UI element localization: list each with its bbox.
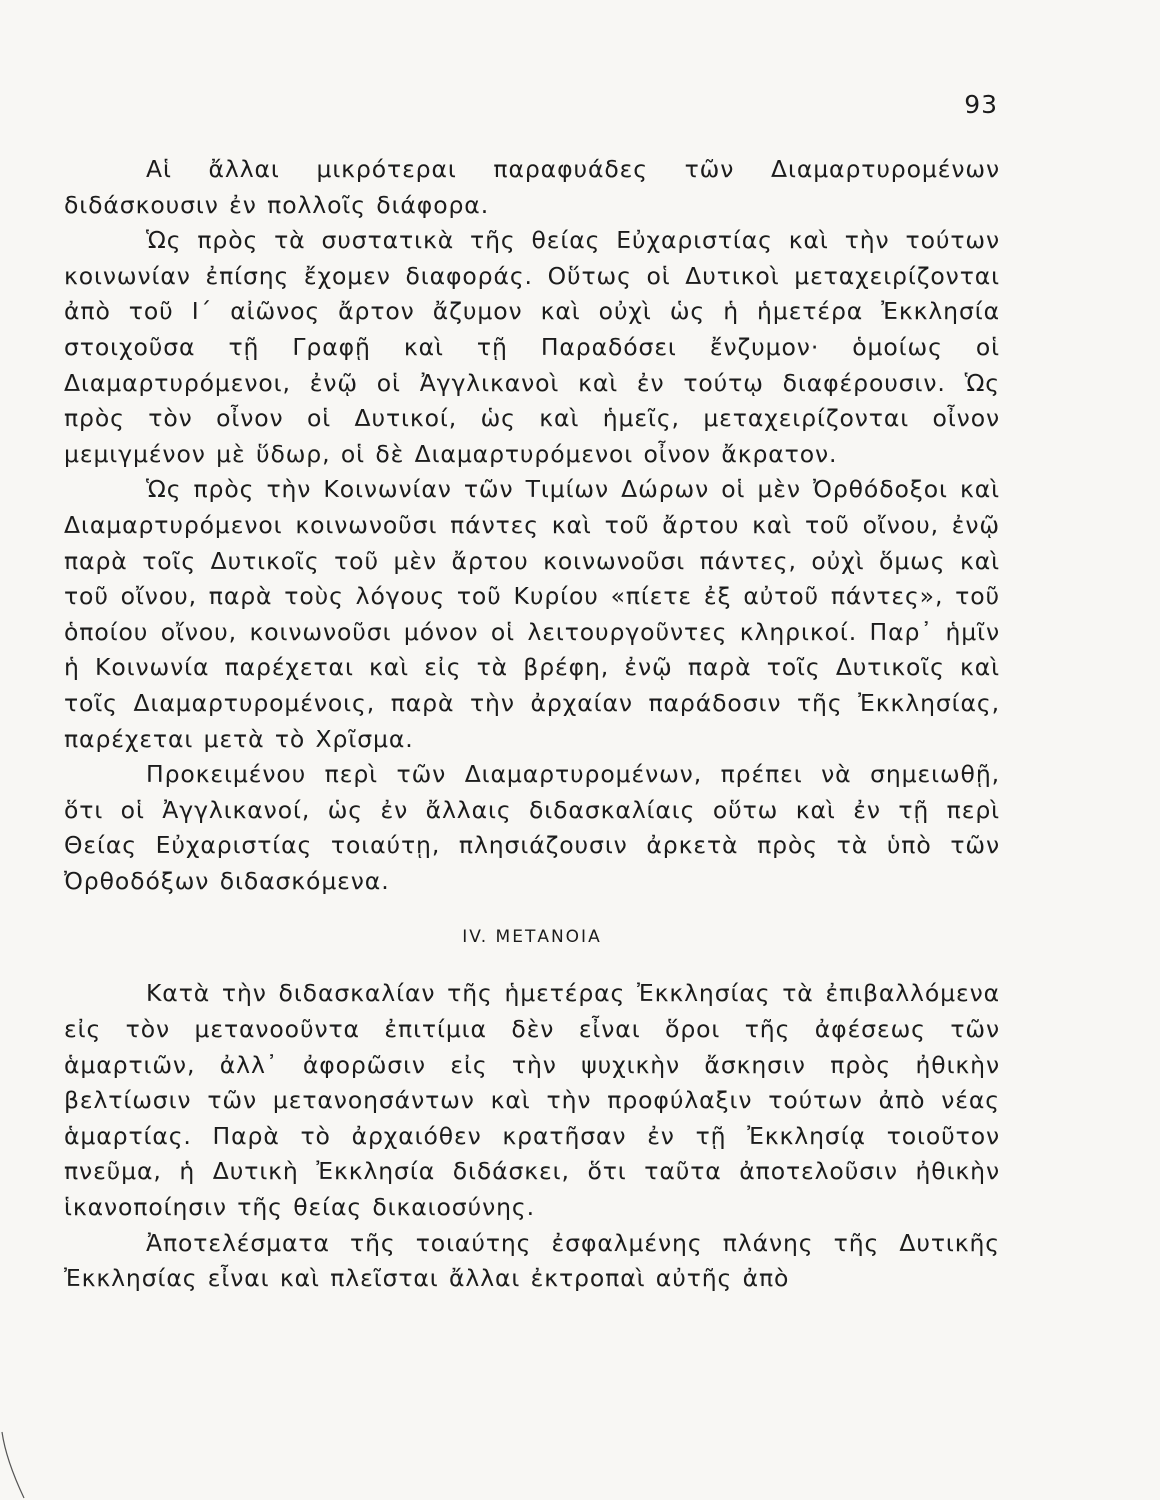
page-number: 93 [964, 90, 998, 119]
body-text [64, 152, 1000, 1297]
paragraph-penance-teaching: Κατὰ τὴν διδασκαλίαν τῆς ἡμετέρας Ἐκκλησίας τὰ ἐπιβαλλόμενα εἰς τὸν μετανοοῦντα ἐπιτίμια δὲν εἶναι ὅροι τῆς ἀφέσεως τῶν ἁμαρτιῶν, ἀλλ᾽ ἀφορῶσιν εἰς τὴν ψυχικὴν ἄσκησιν πρὸς ἠθικὴν βελτίωσιν τῶν μετανοησάντων καὶ τὴν προφύλαξιν τούτων ἀπὸ νέας ἁμαρτίας. Παρὰ τὸ ἀρχαιόθεν κρατῆσαν ἐν τῇ Ἐκκλησίᾳ τοιοῦτον πνεῦμα, ἡ Δυτικὴ Ἐκκλησία διδάσκει, ὅτι ταῦτα ἀποτελοῦσιν ἠθικὴν ἱκανοποίησιν τῆς θείας δικαιοσύνης. [64, 979, 1000, 1222]
scan-edge-mark [0, 1430, 30, 1500]
paragraph-anglicans: Προκειμένου περὶ τῶν Διαμαρτυρομένων, πρέπει νὰ σημειωθῇ, ὅτι οἱ Ἀγγλικανοί, ὡς ἐν ἄλλαις διδασκαλίαις οὕτω καὶ ἐν τῇ περὶ Θείας Εὐχαριστίας τοιαύτῃ, πλησιάζουσιν ἀρκετὰ πρὸς τὰ ὑπὸ τῶν Ὀρθοδόξων διδασκόμενα. [64, 760, 1000, 895]
paragraph-other-denominations: Αἱ ἄλλαι μικρότεραι παραφυάδες τῶν Διαμαρτυρομένων διδάσκουσιν ἐν πολλοῖς διάφορα. [64, 155, 1000, 219]
section-heading-metanoia: IV. ΜΕΤΑΝΟΙΑ [462, 927, 602, 948]
paragraph-communion: Ὡς πρὸς τὴν Κοινωνίαν τῶν Τιμίων Δώρων οἱ μὲν Ὀρθόδοξοι καὶ Διαμαρτυρόμενοι κοινωνοῦσι πάντες καὶ τοῦ ἄρτου καὶ τοῦ οἴνου, ἐνῷ παρὰ τοῖς Δυτικοῖς τοῦ μὲν ἄρτου κοινωνοῦσι πάντες, οὐχὶ ὅμως καὶ τοῦ οἴνου, παρὰ τοὺς λόγους τοῦ Κυρίου «πίετε ἐξ αὐτοῦ πάντες», τοῦ ὁποίου οἴνου, κοινωνοῦσι μόνον οἱ λειτουργοῦντες κληρικοί. Παρ᾽ ἡμῖν ἡ Κοινωνία παρέχεται καὶ εἰς τὰ βρέφη, ἐνῷ παρὰ τοῖς Δυτικοῖς καὶ τοῖς Διαμαρτυρομένοις, παρὰ τὴν ἀρχαίαν παράδοσιν τῆς Ἐκκλησίας, παρέχεται μετὰ τὸ Χρῖσμα. [64, 475, 1000, 753]
paragraph-consequences: Ἀποτελέσματα τῆς τοιαύτης ἐσφαλμένης πλάνης τῆς Δυτικῆς Ἐκκλησίας εἶναι καὶ πλεῖσται ἄλλαι ἐκτροπαὶ αὐτῆς ἀπὸ [64, 1228, 1000, 1293]
paragraph-eucharist-elements: Ὡς πρὸς τὰ συστατικὰ τῆς θείας Εὐχαριστίας καὶ τὴν τούτων κοινωνίαν ἐπίσης ἔχομεν διαφοράς. Οὕτως οἱ Δυτικοὶ μεταχειρίζονται ἀπὸ τοῦ Ι΄ αἰῶνος ἄρτον ἄζυμον καὶ οὐχὶ ὡς ἡ ἡμετέρα Ἐκκλησία στοιχοῦσα τῇ Γραφῇ καὶ τῇ Παραδόσει ἔνζυμον· ὁμοίως οἱ Διαμαρτυρόμενοι, ἐνῷ οἱ Ἀγγλικανοὶ καὶ ἐν τούτῳ διαφέρουσιν. Ὡς πρὸς τὸν οἶνον οἱ Δυτικοί, ὡς καὶ ἡμεῖς, μεταχειρίζονται οἶνον μεμιγμένον μὲ ὕδωρ, οἱ δὲ Διαμαρτυρόμενοι οἶνον ἄκρατον. [64, 226, 1000, 468]
